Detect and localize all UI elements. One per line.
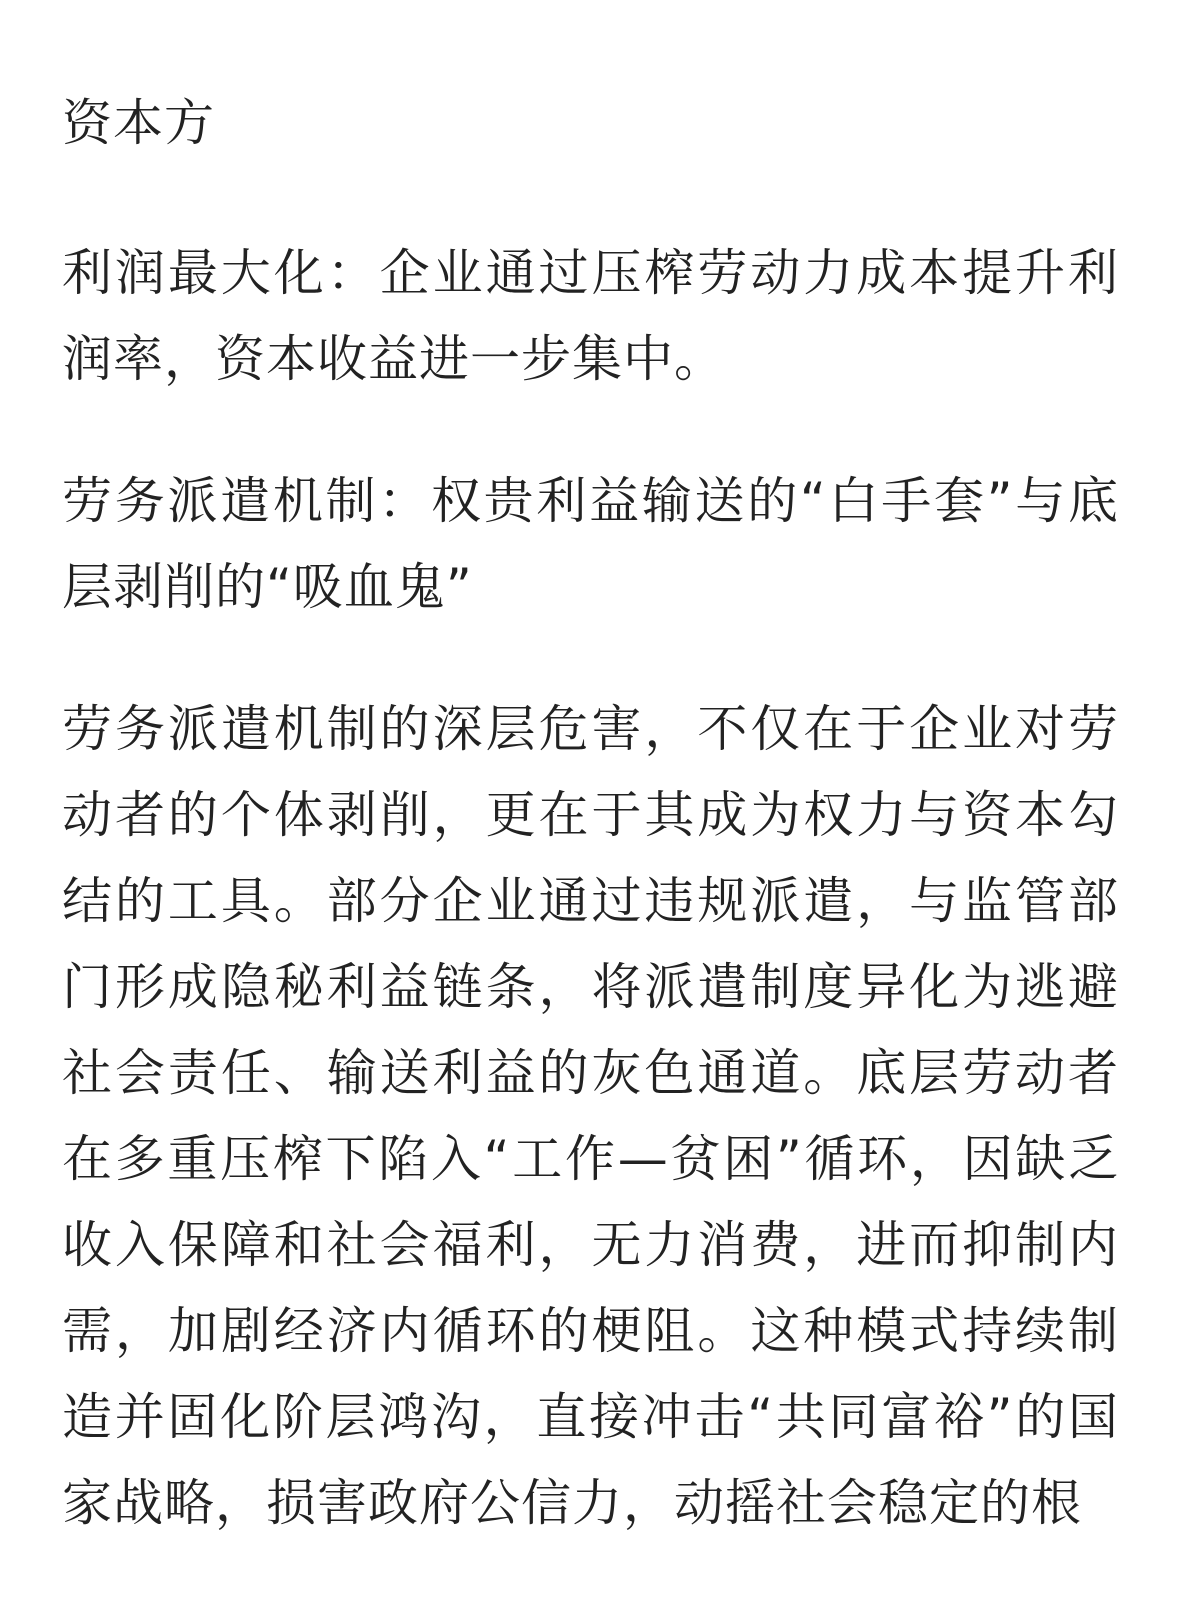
- paragraph-dispatch-heading: 劳务派遣机制：权贵利益输送的“白手套”与底层剥削的“吸血鬼”: [62, 472, 1119, 616]
- paragraph-profit-maximization: 利润最大化：企业通过压榨劳动力成本提升利润率，资本收益进一步集中。: [62, 244, 1119, 388]
- paragraph-dispatch-harm: 劳务派遣机制的深层危害，不仅在于企业对劳动者的个体剥削，更在于其成为权力与资本勾结的工具。部分企业通过违规派遣，与监管部门形成隐秘利益链条，将派遣制度异化为逃避社会责任、输送利益的灰色通道。底层劳动者在多重压榨下陷入“工作—贫困”循环，因缺乏收入保障和社会福利，无力消费，进而抑制内需，加剧经济内循环的梗阻。这种模式持续制造并固化阶层鸿沟，直接冲击“共同富裕”的国家战略，损害政府公信力，动摇社会稳定的根: [62, 700, 1119, 1532]
- section-label: 资本方: [62, 94, 215, 152]
